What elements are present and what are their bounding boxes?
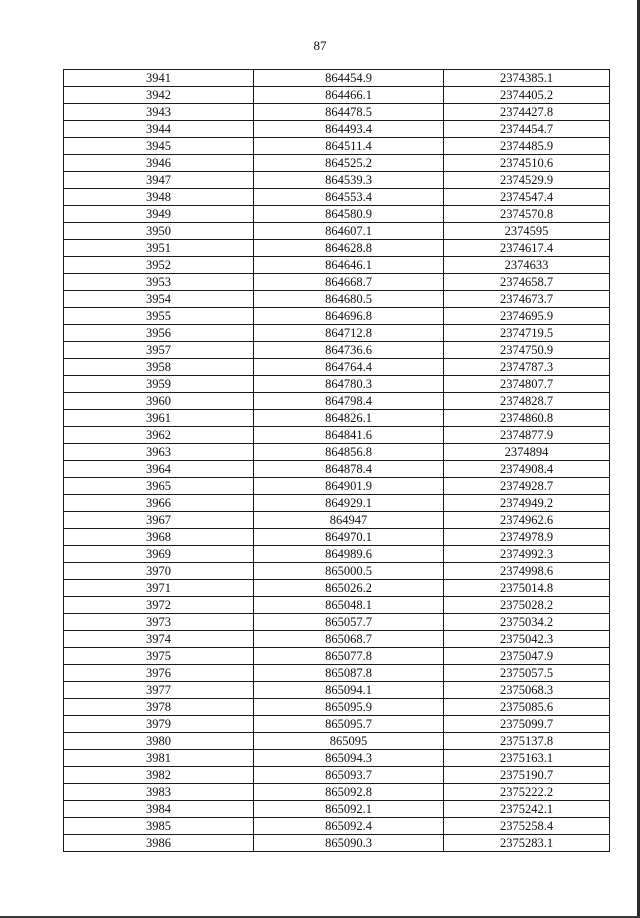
- x-coordinate-cell: 865095.7: [254, 716, 444, 733]
- point-number-cell: 3980: [64, 733, 254, 750]
- y-coordinate-cell: 2374877.9: [444, 427, 610, 444]
- y-coordinate-cell: 2375042.3: [444, 631, 610, 648]
- point-number-cell: 3969: [64, 546, 254, 563]
- table-row: [64, 427, 610, 444]
- x-coordinate-cell: 864511.4: [254, 138, 444, 155]
- point-number-cell: 3975: [64, 648, 254, 665]
- x-coordinate-cell: 865092.4: [254, 818, 444, 835]
- y-coordinate-cell: 2375222.2: [444, 784, 610, 801]
- y-coordinate-cell: 2374485.9: [444, 138, 610, 155]
- point-number-cell: 3982: [64, 767, 254, 784]
- x-coordinate-cell: 865095: [254, 733, 444, 750]
- point-number-cell: 3965: [64, 478, 254, 495]
- table-row: [64, 189, 610, 206]
- table-row: [64, 104, 610, 121]
- point-number-cell: 3973: [64, 614, 254, 631]
- y-coordinate-cell: 2374860.8: [444, 410, 610, 427]
- point-number-cell: 3968: [64, 529, 254, 546]
- y-coordinate-cell: 2374385.1: [444, 70, 610, 87]
- y-coordinate-cell: 2374427.8: [444, 104, 610, 121]
- table-row: [64, 784, 610, 801]
- x-coordinate-cell: 864798.4: [254, 393, 444, 410]
- y-coordinate-cell: 2374908.4: [444, 461, 610, 478]
- table-row: [64, 835, 610, 852]
- table-row: [64, 325, 610, 342]
- y-coordinate-cell: 2374570.8: [444, 206, 610, 223]
- table-row: [64, 648, 610, 665]
- x-coordinate-cell: 865048.1: [254, 597, 444, 614]
- coordinates-table: [63, 69, 610, 852]
- table-row: [64, 342, 610, 359]
- point-number-cell: 3985: [64, 818, 254, 835]
- x-coordinate-cell: 864454.9: [254, 70, 444, 87]
- point-number-cell: 3944: [64, 121, 254, 138]
- coordinates-table-body: [64, 70, 610, 852]
- point-number-cell: 3979: [64, 716, 254, 733]
- table-row: [64, 546, 610, 563]
- y-coordinate-cell: 2375190.7: [444, 767, 610, 784]
- table-row: [64, 223, 610, 240]
- table-row: [64, 70, 610, 87]
- point-number-cell: 3947: [64, 172, 254, 189]
- y-coordinate-cell: 2375163.1: [444, 750, 610, 767]
- point-number-cell: 3957: [64, 342, 254, 359]
- table-row: [64, 767, 610, 784]
- point-number-cell: 3959: [64, 376, 254, 393]
- y-coordinate-cell: 2374617.4: [444, 240, 610, 257]
- table-row: [64, 818, 610, 835]
- point-number-cell: 3984: [64, 801, 254, 818]
- x-coordinate-cell: 864929.1: [254, 495, 444, 512]
- x-coordinate-cell: 864856.8: [254, 444, 444, 461]
- x-coordinate-cell: 864736.6: [254, 342, 444, 359]
- point-number-cell: 3960: [64, 393, 254, 410]
- y-coordinate-cell: 2375137.8: [444, 733, 610, 750]
- point-number-cell: 3958: [64, 359, 254, 376]
- table-row: [64, 410, 610, 427]
- x-coordinate-cell: 864878.4: [254, 461, 444, 478]
- point-number-cell: 3961: [64, 410, 254, 427]
- x-coordinate-cell: 865094.1: [254, 682, 444, 699]
- table-row: [64, 665, 610, 682]
- point-number-cell: 3950: [64, 223, 254, 240]
- point-number-cell: 3952: [64, 257, 254, 274]
- point-number-cell: 3948: [64, 189, 254, 206]
- y-coordinate-cell: 2374928.7: [444, 478, 610, 495]
- y-coordinate-cell: 2375283.1: [444, 835, 610, 852]
- y-coordinate-cell: 2374658.7: [444, 274, 610, 291]
- table-row: [64, 461, 610, 478]
- table-row: [64, 376, 610, 393]
- x-coordinate-cell: 864696.8: [254, 308, 444, 325]
- y-coordinate-cell: 2374405.2: [444, 87, 610, 104]
- x-coordinate-cell: 864539.3: [254, 172, 444, 189]
- x-coordinate-cell: 864947: [254, 512, 444, 529]
- point-number-cell: 3977: [64, 682, 254, 699]
- x-coordinate-cell: 865057.7: [254, 614, 444, 631]
- y-coordinate-cell: 2374633: [444, 257, 610, 274]
- x-coordinate-cell: 864989.6: [254, 546, 444, 563]
- table-row: [64, 240, 610, 257]
- table-row: [64, 801, 610, 818]
- point-number-cell: 3976: [64, 665, 254, 682]
- x-coordinate-cell: 864493.4: [254, 121, 444, 138]
- x-coordinate-cell: 864553.4: [254, 189, 444, 206]
- table-row: [64, 308, 610, 325]
- page-number: 87: [313, 38, 327, 53]
- table-row: [64, 478, 610, 495]
- table-row: [64, 138, 610, 155]
- point-number-cell: 3953: [64, 274, 254, 291]
- x-coordinate-cell: 864628.8: [254, 240, 444, 257]
- table-row: [64, 87, 610, 104]
- point-number-cell: 3981: [64, 750, 254, 767]
- y-coordinate-cell: 2374595: [444, 223, 610, 240]
- table-row: [64, 750, 610, 767]
- x-coordinate-cell: 865093.7: [254, 767, 444, 784]
- y-coordinate-cell: 2375068.3: [444, 682, 610, 699]
- x-coordinate-cell: 864680.5: [254, 291, 444, 308]
- y-coordinate-cell: 2374454.7: [444, 121, 610, 138]
- point-number-cell: 3978: [64, 699, 254, 716]
- table-row: [64, 716, 610, 733]
- point-number-cell: 3941: [64, 70, 254, 87]
- table-row: [64, 614, 610, 631]
- point-number-cell: 3946: [64, 155, 254, 172]
- x-coordinate-cell: 864764.4: [254, 359, 444, 376]
- y-coordinate-cell: 2375057.5: [444, 665, 610, 682]
- point-number-cell: 3942: [64, 87, 254, 104]
- x-coordinate-cell: 865000.5: [254, 563, 444, 580]
- x-coordinate-cell: 865068.7: [254, 631, 444, 648]
- table-row: [64, 359, 610, 376]
- table-row: [64, 172, 610, 189]
- table-row: [64, 444, 610, 461]
- table-row: [64, 121, 610, 138]
- point-number-cell: 3964: [64, 461, 254, 478]
- table-row: [64, 206, 610, 223]
- x-coordinate-cell: 865090.3: [254, 835, 444, 852]
- point-number-cell: 3966: [64, 495, 254, 512]
- y-coordinate-cell: 2375028.2: [444, 597, 610, 614]
- y-coordinate-cell: 2374719.5: [444, 325, 610, 342]
- x-coordinate-cell: 864580.9: [254, 206, 444, 223]
- y-coordinate-cell: 2374695.9: [444, 308, 610, 325]
- point-number-cell: 3955: [64, 308, 254, 325]
- x-coordinate-cell: 865092.1: [254, 801, 444, 818]
- table-row: [64, 563, 610, 580]
- y-coordinate-cell: 2375258.4: [444, 818, 610, 835]
- x-coordinate-cell: 864970.1: [254, 529, 444, 546]
- x-coordinate-cell: 865026.2: [254, 580, 444, 597]
- y-coordinate-cell: 2375034.2: [444, 614, 610, 631]
- y-coordinate-cell: 2374787.3: [444, 359, 610, 376]
- y-coordinate-cell: 2374673.7: [444, 291, 610, 308]
- x-coordinate-cell: 864478.5: [254, 104, 444, 121]
- point-number-cell: 3956: [64, 325, 254, 342]
- point-number-cell: 3954: [64, 291, 254, 308]
- point-number-cell: 3971: [64, 580, 254, 597]
- x-coordinate-cell: 865095.9: [254, 699, 444, 716]
- table-row: [64, 682, 610, 699]
- x-coordinate-cell: 864712.8: [254, 325, 444, 342]
- point-number-cell: 3945: [64, 138, 254, 155]
- y-coordinate-cell: 2374529.9: [444, 172, 610, 189]
- x-coordinate-cell: 864466.1: [254, 87, 444, 104]
- x-coordinate-cell: 865094.3: [254, 750, 444, 767]
- x-coordinate-cell: 864646.1: [254, 257, 444, 274]
- table-row: [64, 699, 610, 716]
- y-coordinate-cell: 2374998.6: [444, 563, 610, 580]
- y-coordinate-cell: 2375047.9: [444, 648, 610, 665]
- point-number-cell: 3951: [64, 240, 254, 257]
- y-coordinate-cell: 2374750.9: [444, 342, 610, 359]
- y-coordinate-cell: 2374949.2: [444, 495, 610, 512]
- y-coordinate-cell: 2375099.7: [444, 716, 610, 733]
- table-row: [64, 597, 610, 614]
- table-row: [64, 155, 610, 172]
- x-coordinate-cell: 864668.7: [254, 274, 444, 291]
- y-coordinate-cell: 2374978.9: [444, 529, 610, 546]
- point-number-cell: 3963: [64, 444, 254, 461]
- x-coordinate-cell: 864841.6: [254, 427, 444, 444]
- x-coordinate-cell: 865087.8: [254, 665, 444, 682]
- point-number-cell: 3986: [64, 835, 254, 852]
- point-number-cell: 3949: [64, 206, 254, 223]
- table-row: [64, 495, 610, 512]
- y-coordinate-cell: 2374992.3: [444, 546, 610, 563]
- y-coordinate-cell: 2375242.1: [444, 801, 610, 818]
- point-number-cell: 3972: [64, 597, 254, 614]
- x-coordinate-cell: 865092.8: [254, 784, 444, 801]
- table-row: [64, 257, 610, 274]
- y-coordinate-cell: 2375085.6: [444, 699, 610, 716]
- table-row: [64, 529, 610, 546]
- y-coordinate-cell: 2374894: [444, 444, 610, 461]
- point-number-cell: 3943: [64, 104, 254, 121]
- x-coordinate-cell: 864826.1: [254, 410, 444, 427]
- table-row: [64, 512, 610, 529]
- y-coordinate-cell: 2374547.4: [444, 189, 610, 206]
- table-row: [64, 580, 610, 597]
- table-row: [64, 274, 610, 291]
- point-number-cell: 3967: [64, 512, 254, 529]
- x-coordinate-cell: 864901.9: [254, 478, 444, 495]
- x-coordinate-cell: 864607.1: [254, 223, 444, 240]
- y-coordinate-cell: 2374807.7: [444, 376, 610, 393]
- point-number-cell: 3974: [64, 631, 254, 648]
- y-coordinate-cell: 2374828.7: [444, 393, 610, 410]
- point-number-cell: 3962: [64, 427, 254, 444]
- y-coordinate-cell: 2374962.6: [444, 512, 610, 529]
- y-coordinate-cell: 2374510.6: [444, 155, 610, 172]
- y-coordinate-cell: 2375014.8: [444, 580, 610, 597]
- table-row: [64, 631, 610, 648]
- x-coordinate-cell: 864780.3: [254, 376, 444, 393]
- point-number-cell: 3983: [64, 784, 254, 801]
- x-coordinate-cell: 864525.2: [254, 155, 444, 172]
- table-row: [64, 733, 610, 750]
- table-row: [64, 393, 610, 410]
- table-row: [64, 291, 610, 308]
- x-coordinate-cell: 865077.8: [254, 648, 444, 665]
- point-number-cell: 3970: [64, 563, 254, 580]
